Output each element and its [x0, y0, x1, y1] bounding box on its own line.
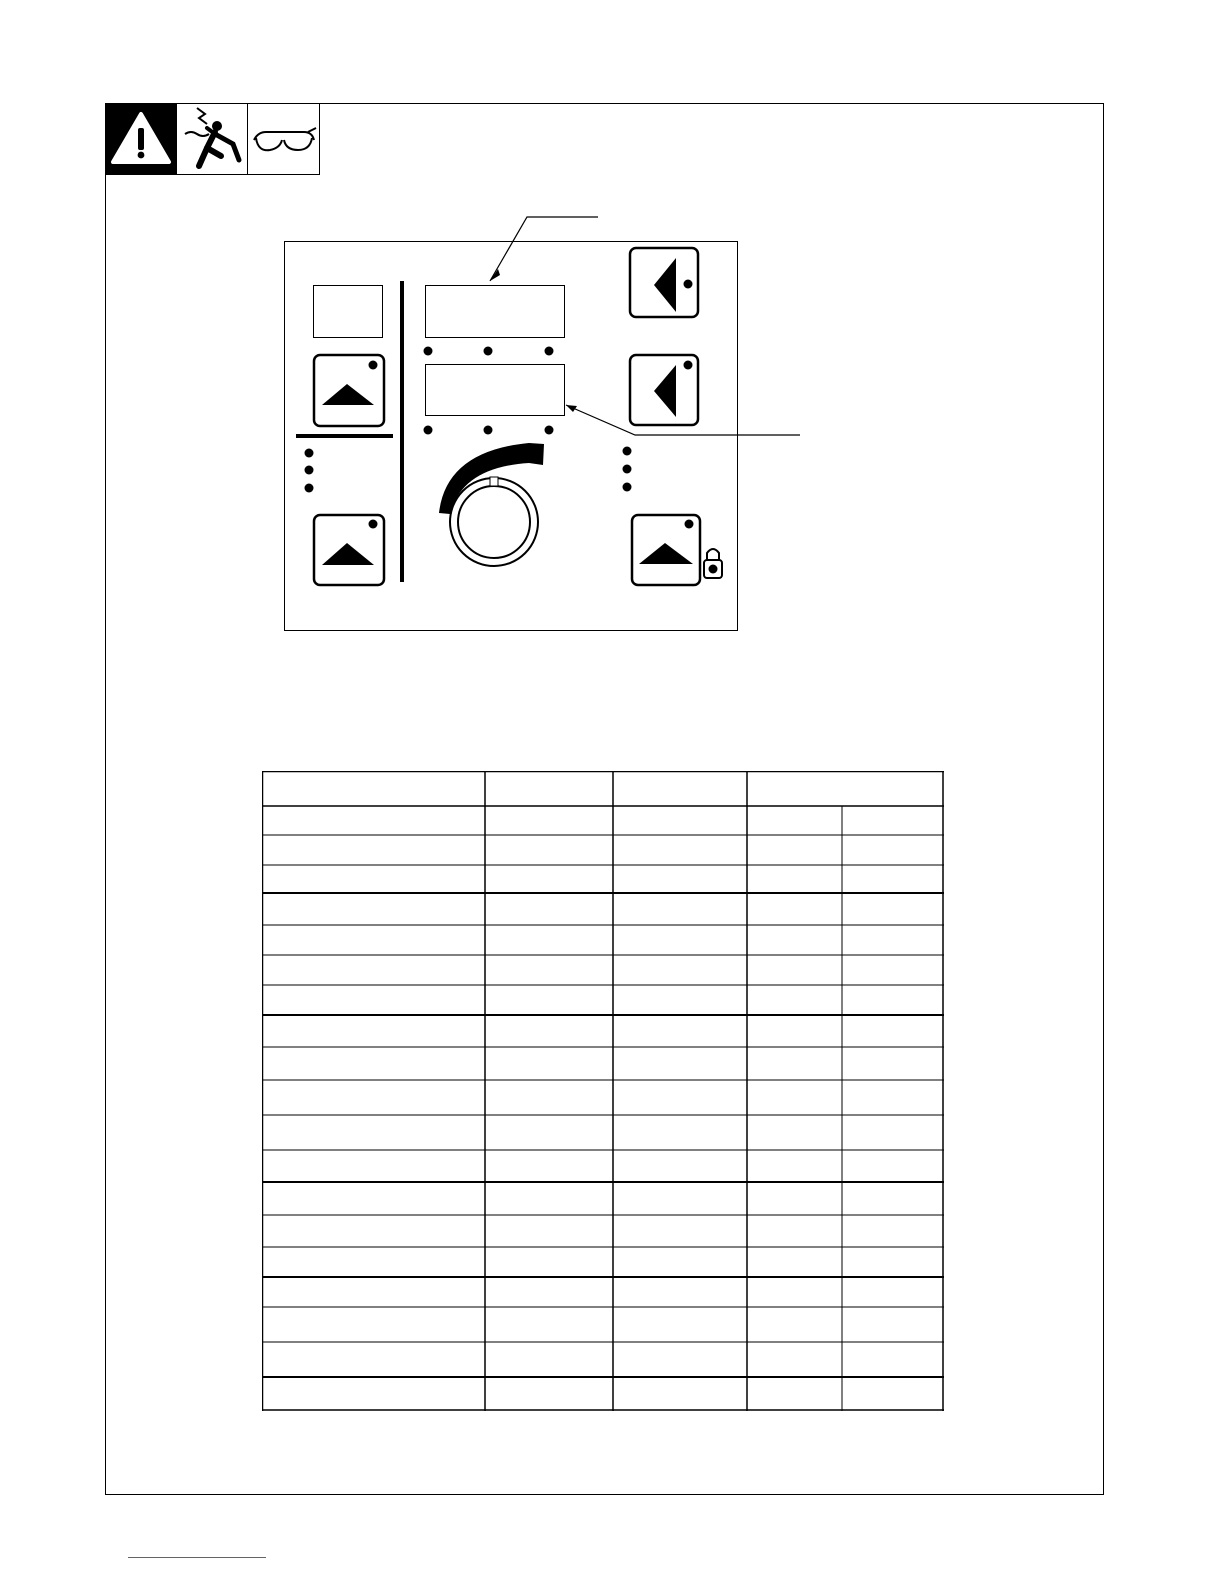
left-upper-arrow-button[interactable] [314, 355, 384, 426]
right-bottom-arrow-button[interactable] [632, 515, 700, 585]
lower-display [425, 364, 565, 416]
settings-table [262, 771, 944, 1411]
adjust-knob-icon[interactable] [450, 477, 538, 566]
safety-glasses-icon [248, 104, 319, 174]
left-lower-arrow-button[interactable] [314, 515, 384, 585]
glasses-icon-cell [247, 103, 320, 175]
table-grid [262, 771, 944, 1411]
upper-display [425, 285, 565, 338]
warning-triangle-icon [106, 104, 176, 174]
right-lower-left-arrow-button[interactable] [630, 355, 698, 425]
panel-rule [296, 434, 393, 438]
electric-shock-icon [177, 104, 247, 174]
shock-icon-cell [176, 103, 248, 175]
lock-icon [704, 549, 722, 578]
warning-icon-cell [105, 103, 177, 175]
right-upper-left-arrow-button[interactable] [630, 248, 698, 317]
panel-divider [400, 281, 404, 582]
left-display [313, 285, 383, 338]
footer-rule [128, 1557, 266, 1558]
